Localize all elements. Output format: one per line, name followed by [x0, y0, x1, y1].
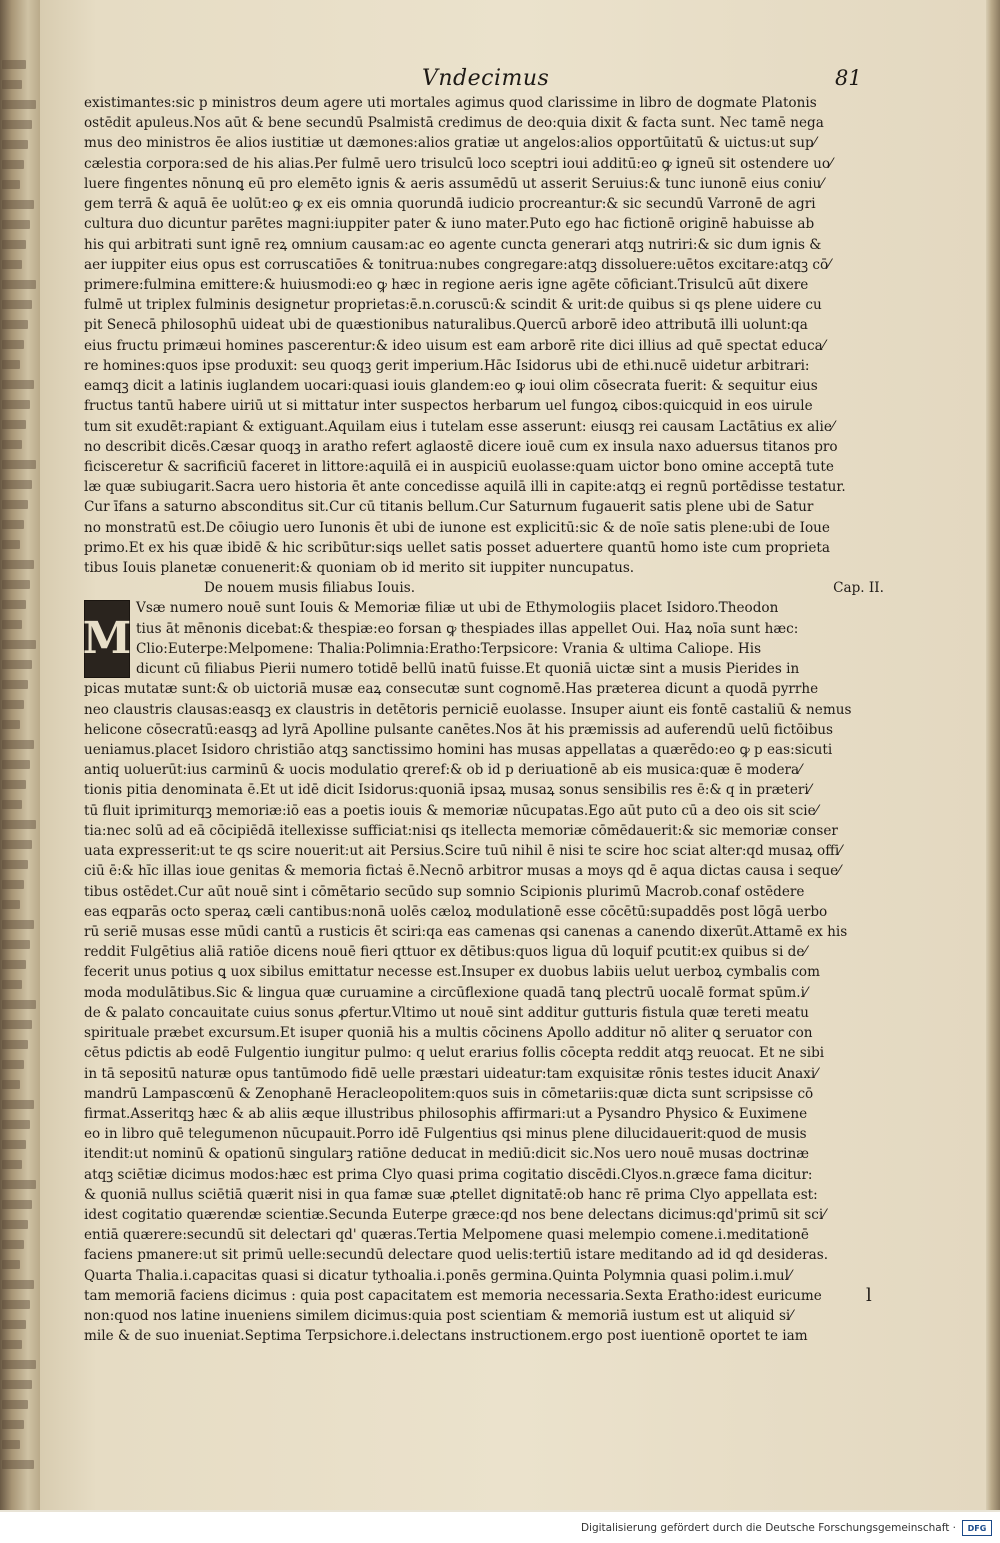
facing-page-ghost-line [2, 1420, 24, 1429]
text-line: eius fructu primæui homines pascerentur:& ideo uisum est eam arborē rite dici illius ad quē spectat educa⁄ [84, 337, 825, 354]
facing-page-ghost-line [2, 500, 28, 509]
facing-page-ghost-line [2, 120, 32, 129]
text-line: & quoniā nullus sciētiā quærit nisi in qua famæ suæ ꝓtellet dignitatē:ob hanc rē prima Clyo appellata est: [84, 1186, 818, 1203]
text-line: firmat.Asseritqꝫ hæc & ab aliis æque illustribus philosophis affirmari:ut a Pysandro Physico & Euximene [84, 1105, 808, 1122]
facing-page-ghost-line [2, 1400, 28, 1409]
text-line: atqꝫ sciētiæ dicimus modos:hæc est prima Clyo quasi prima cogitatio discēdi.Clyos.n.græce fama dicitur: [84, 1166, 813, 1183]
facing-page-ghost-line [2, 620, 22, 629]
text-line: fulmē ut triplex fulminis designetur proprietas:ē.n.coruscū:& scindit & urit:de quibus si qs plene uidere cu [84, 297, 822, 314]
facing-page-ghost-line [2, 560, 34, 569]
facing-page-ghost-line [2, 1160, 22, 1169]
facing-page-ghost-line [2, 260, 22, 269]
facing-page-ghost-line [2, 840, 32, 849]
text-line: aer iuppiter eius opus est corruscatiōes & tonitrua:nubes congregare:atqꝫ dissoluere:uētos excitare:atqꝫ cō⁄ [84, 256, 831, 273]
text-line: læ quæ subiugarit.Sacra uero historia ēt ante concedisse aquilā illi in capite:atqꝫ ei regnū portēdisse testatur. [84, 479, 846, 496]
facing-page-ghost-line [2, 780, 26, 789]
text-line: ficisceretur & sacrificiū faceret in littore:aquilā ei in auspiciū euolasse:quam uictor bono omine acceptā tute [84, 458, 834, 475]
facing-page-ghost-line [2, 1040, 28, 1049]
text-line: tibus Iouis planetæ conuenerit:& quoniam ob id merito sit iuppiter nuncupatus. [84, 560, 635, 577]
facing-page-ghost-line [2, 1180, 36, 1189]
facing-page-ghost-line [2, 480, 32, 489]
facing-page-ghost-line [2, 640, 36, 649]
facing-page-ghost-line [2, 300, 32, 309]
facing-page-ghost-line [2, 920, 34, 929]
paragraph-bottom [84, 679, 890, 1346]
text-line: rū seriē musas esse mūdi cantū a rusticis ēt sciri:qa eas camenas qsi canenas a canendo dixerūt.Attamē ex his [84, 923, 848, 940]
text-line: tibus ostēdet.Cur aūt nouē sint i cōmētario secūdo sup somnio Scipionis plurimū Macrob.conaf ostēdere [84, 883, 805, 900]
page-fore-edge [986, 0, 1000, 1510]
text-line: his qui arbitrati sunt ignē reꝝ omnium causam:ac eo agente cuncta generari atqꝫ nutriri:& sic dum ignis & [84, 236, 822, 253]
facing-page-ghost-line [2, 1120, 30, 1129]
text-line: re homines:quos ipse produxit: seu quoqꝫ gerit imperium.Hāc Isidorus ubi de ethi.nucē uidetur arbitrari: [84, 357, 810, 374]
facing-page-ghost-line [2, 380, 34, 389]
facing-page-ghost-line [2, 1440, 20, 1449]
facing-page-ghost-line [2, 1260, 20, 1269]
text-line: spirituale præbet excursum.Et isuper quoniā his a multis cōcinens Apollo additur nō aliter ꝗ seruator con [84, 1025, 813, 1042]
initial-letter: M [82, 613, 132, 665]
facing-page-ghost-line [2, 1220, 28, 1229]
text-line: tū fluit iprimiturqꝫ memoriæ:iō eas a poetis iouis & memoriæ nūcupatas.Ego aūt puto cū a deo ois sit scie⁄ [84, 802, 818, 819]
facing-page-ghost-line [2, 1200, 32, 1209]
text-line: in tā sepositū naturæ opus tantūmodo fidē uelle præstari uideatur:tam exquisitæ rōnis testes iducit Anaxi⁄ [84, 1065, 818, 1082]
text-line: reddit Fulgētius aliā ratiōe dicens nouē fieri qttuor ex dētibus:quos ligua dū loquif pcutit:ex quibus si de⁄ [84, 944, 807, 961]
text-line: uata expresserit:ut te qs scire nouerit:ut ait Persius.Scire tuū nihil ē nisi te scire hoc sciat alter:qd musaꝝ offi⁄ [84, 843, 842, 860]
text-line: neo claustris clausas:easqꝫ ex claustris in detētoris perniciē euolasse. Insuper aiunt eis fontē castaliū & nemus [84, 701, 852, 718]
paragraph-top [84, 93, 890, 578]
facing-page-ghost-line [2, 1280, 34, 1289]
facing-page-ghost-line [2, 980, 22, 989]
facing-page-ghost-line [2, 540, 20, 549]
text-line: idest cogitatio quærendæ scientiæ.Secunda Euterpe græce:qd nos bene delectans dicimus:qd'primū sit sci⁄ [84, 1207, 826, 1224]
funding-credit: Digitalisierung gefördert durch die Deutsche Forschungsgemeinschaft · [580, 1522, 956, 1534]
facing-page-ghost-line [2, 240, 26, 249]
facing-page-ghost-line [2, 80, 22, 89]
facing-page-ghost-line [2, 1000, 36, 1009]
chapter-label: Cap. II. [833, 580, 884, 597]
text-line: Clio:Euterpe:Melpomene: Thalia:Polimnia:Eratho:Terpsicore: Vrania & ultima Caliope. His [136, 640, 762, 657]
text-line: moda modulātibus.Sic & lingua quæ curuamine a circūflexione quadā tanꝗ plectrū uocalē format spūm.i⁄ [84, 984, 808, 1001]
text-line: eo in libro quē telegumenon nūcupauit.Porro idē Fulgentius qsi minus plene dilucidauerit:quod de musis [84, 1126, 807, 1143]
facing-page-ghost-line [2, 460, 36, 469]
decorated-initial [84, 600, 130, 678]
facing-page-ghost-line [2, 520, 24, 529]
text-line: helicone cōsecratū:easqꝫ ad lyrā Apolline pulsante canētes.Nos āt his præmissis ad auferendū uelū fictōibus [84, 721, 834, 738]
facing-page-ghost-line [2, 180, 20, 189]
text-line: primere:fulmina emittere:& huiusmodi:eo ꝙ hæc in regione aeris igne agēte cōficiant.Trisulcū aūt dixere [84, 276, 809, 293]
facing-page-ghost-line [2, 140, 28, 149]
facing-page-ghost-line [2, 740, 34, 749]
facing-page-ghost-line [2, 160, 24, 169]
facing-page-ghost-line [2, 820, 36, 829]
text-line: Vsæ numero nouē sunt Iouis & Memoriæ filiæ ut ubi de Ethymologiis placet Isidoro.Theodon [136, 600, 779, 617]
text-line: tius āt mēnonis dicebat:& thespiæ:eo forsan ꝙ thespiades illas appellet Oui. Haꝝ noīa sunt hæc: [136, 620, 799, 637]
chapter-heading-row [84, 578, 890, 598]
facing-page-ghost-line [2, 900, 20, 909]
text-line: non:quod nos latine inueniens similem dicimus:quia post scientiam & memoriā iustum est ut aliquid si⁄ [84, 1308, 793, 1325]
text-line: Quarta Thalia.i.capacitas quasi si dicatur tythoalia.i.ponēs germina.Quinta Polymnia quasi polim.i.mul⁄ [84, 1267, 792, 1284]
facing-page-ghost-line [2, 680, 28, 689]
folio-number: 81 [835, 66, 862, 90]
facing-page-ghost-line [2, 1300, 30, 1309]
facing-page-ghost-line [2, 1360, 36, 1369]
facing-page-ghost-line [2, 860, 28, 869]
footer-bar [0, 1512, 1000, 1543]
facing-page-edge [0, 0, 40, 1510]
book-page [40, 0, 986, 1510]
facing-page-ghost-line [2, 760, 30, 769]
chapter-heading: De nouem musis filiabus Iouis. [204, 580, 416, 597]
facing-page-ghost-line [2, 320, 28, 329]
running-head: Vndecimus [422, 66, 550, 91]
dfg-logo [962, 1520, 992, 1536]
facing-page-ghost-line [2, 220, 30, 229]
facing-page-ghost-line [2, 800, 22, 809]
facing-page-ghost-line [2, 1060, 24, 1069]
text-line: entiā quærere:secundū sit delectari qd' quæras.Tertia Melpomene quasi melempio comene.i.meditationē [84, 1227, 809, 1244]
facing-page-ghost-line [2, 440, 22, 449]
text-line: existimantes:sic p ministros deum agere uti mortales agimus quod clarissime in libro de dogmate Platonis [84, 95, 817, 111]
text-line: faciens pmanere:ut sit primū uelle:secundū delectare quod uelis:tertiū istare meditando ad id qd desideras. [84, 1247, 829, 1264]
text-line: eas eqparās octo speraꝝ cæli cantibus:nonā uolēs cæloꝝ modulationē esse cōcētū:supaddēs post lōgā uerbo [84, 903, 828, 920]
facing-page-ghost-line [2, 280, 36, 289]
main-text [84, 93, 890, 1347]
facing-page-ghost-line [2, 60, 26, 69]
text-line: ueniamus.placet Isidoro christiāo atqꝫ sanctissimo homini has musas appellatas a quærēdo:eo ꝙ p eas:sicuti [84, 742, 833, 758]
text-line: tam memoriā faciens dicimus : quia post capacitatem est memoria necessaria.Sexta Eratho:idest euricume [84, 1287, 822, 1304]
text-line: cultura duo dicuntur parētes magni:iuppiter pater & iuno mater.Puto ego hac fictionē originē habuisse ab [84, 216, 815, 233]
facing-page-ghost-line [2, 360, 20, 369]
facing-page-ghost-line [2, 400, 30, 409]
dfg-logo-text: DFG [967, 1523, 987, 1533]
text-line: itendit:ut nominū & opationū singularꝫ ratiōne deducat in mediū:dicit sic.Nos uero nouē musas doctrinæ [84, 1146, 810, 1163]
text-line: tia:nec solū ad eā cōcipiēdā itellexisse sufficiat:nisi qs itellecta memoriæ cōmēdauerit:& sic memoriæ conser [84, 822, 838, 839]
text-line: eamqꝫ dicit a latinis iuglandem uocari:quasi iouis glandem:eo ꝙ ioui olim cōsecrata fuerit: & sequitur eius [84, 378, 818, 395]
facing-page-ghost-line [2, 340, 24, 349]
text-line: cælestia corpora:sed de his alias.Per fulmē uero trisulcū loco sceptri ioui additū:eo ꝙ igneū sit ostendere uo⁄ [84, 155, 833, 172]
text-line: mandrū Lampascœnū & Zenophanē Heracleopolitem:quos suis in cōmetariis:quæ dicta sunt scripsisse cō [84, 1085, 814, 1102]
text-line: tum sit exudēt:rapiant & extiguant.Aquilam eius i tutelam esse asserunt: eiusqꝫ rei causam Lactātius ex alie⁄ [84, 418, 835, 435]
text-line: pit Senecā philosophū uideat ubi de quæstionibus naturalibus.Quercū arborē ideo attributā illi uolunt:qa [84, 317, 808, 334]
text-line: tionis pitia denominata ē.Et ut idē dicit Isidorus:quoniā ipsaꝝ musaꝝ sonus sensibilis res ē:& q in præteri⁄ [84, 782, 811, 799]
signature-mark: l [866, 1285, 872, 1306]
text-line: mile & de suo inueniat.Septima Terpsichore.i.delectans instructionem.ergo post iuentionē oportet te iam [84, 1328, 808, 1345]
facing-page-ghost-line [2, 1380, 32, 1389]
text-line: gem terrā & aquā ēe uolūt:eo ꝙ ex eis omnia quorundā iudicio procreantur:& sic secundū Varronē de agri [84, 196, 816, 213]
text-line: antiq uoluerūt:ius carminū & uocis modulatio qreref:& ob id p deriuationē ab eis musica:quæ ē modera⁄ [84, 762, 802, 779]
facing-page-ghost-line [2, 1100, 34, 1109]
text-line: no describit dicēs.Cæsar quoqꝫ in aratho refert aglaostē dicere iouē cum ex insula naxo aduersus titanos pro [84, 438, 838, 455]
paragraph-initial-lines [84, 598, 890, 679]
text-line: fructus tantū habere uiriū ut si mittatur inter suspectos herbarum uel fungoꝝ cibos:quicquid in eos uirule [84, 398, 813, 415]
facing-page-ghost-line [2, 880, 24, 889]
facing-page-ghost-line [2, 420, 26, 429]
facing-page-ghost-line [2, 200, 34, 209]
text-line: picas mutatæ sunt:& ob uictoriā musæ eaꝝ consecutæ sunt cognomē.Has præterea dicunt a quodā pyrrhe [84, 681, 819, 698]
facing-page-ghost-line [2, 580, 30, 589]
facing-page-ghost-line [2, 1240, 24, 1249]
text-line: primo.Et ex his quæ ibidē & hic scribūtur:siqs uellet satis posset aduertere quantū homo iste cum proprieta [84, 539, 830, 556]
text-line: fecerit unus potius ꝗ uox sibilus emittatur necesse est.Insuper ex duobus labiis uelut uerboꝝ cymbalis com [84, 964, 820, 981]
text-line: no monstratū est.De cōiugio uero Iunonis ēt ubi de iunone est explicitū:sic & de noīe satis plene:ubi de Ioue [84, 519, 830, 536]
text-line: Cur īfans a saturno absconditus sit.Cur cū titanis bellum.Cur Saturnum fugauerit satis plene ubi de Satur [84, 499, 814, 516]
text-line: luere fingentes nōnunꝗ eū pro elemēto ignis & aeris assumēdū ut asserit Seruius:& tunc iunonē eius coniu⁄ [84, 175, 824, 192]
facing-page-ghost-line [2, 660, 32, 669]
facing-page-ghost-line [2, 940, 30, 949]
facing-page-ghost-line [2, 600, 26, 609]
text-line: ostēdit apuleus.Nos aūt & bene secundū Psalmistā credimus de deo:quia dixit & facta sunt. Nec tamē nega [84, 115, 824, 132]
facing-page-ghost-line [2, 1460, 34, 1469]
text-line: ciū ē:& hīc illas ioue genitas & memoria fictaṡ ē.Necnō arbitror musas a moys qd ē aqua dictas causa i seque⁄ [84, 863, 841, 880]
text-line: dicunt cū filiabus Pierii numero totidē bellū inatū fuisse.Et quoniā uictæ sint a musis Pierides in [136, 661, 800, 678]
text-line: cētus pdictis ab eodē Fulgentio iungitur pulmo: q uelut erarius follis cōcepta reddit atqꝫ reuocat. Et ne sibi [84, 1045, 825, 1062]
facing-page-ghost-line [2, 700, 24, 709]
facing-page-ghost-line [2, 1340, 22, 1349]
facing-page-ghost-line [2, 720, 20, 729]
initial-paragraph [84, 598, 890, 679]
facing-page-ghost-line [2, 1140, 26, 1149]
text-line: mus deo ministros ēe alios iustitiæ ut dæmones:alios gratiæ ut angelos:alios opportūitatū & uictus:ut sup⁄ [84, 135, 816, 152]
facing-page-ghost-line [2, 960, 26, 969]
facing-page-ghost-line [2, 100, 36, 109]
text-line: de & palato concauitate cuius sonus ꝓfertur.Vltimo ut nouē sint additur gutturis fistula quæ tereti meatu [84, 1004, 809, 1021]
facing-page-ghost-line [2, 1320, 26, 1329]
facing-page-ghost-line [2, 1020, 32, 1029]
facing-page-ghost-line [2, 1080, 20, 1089]
